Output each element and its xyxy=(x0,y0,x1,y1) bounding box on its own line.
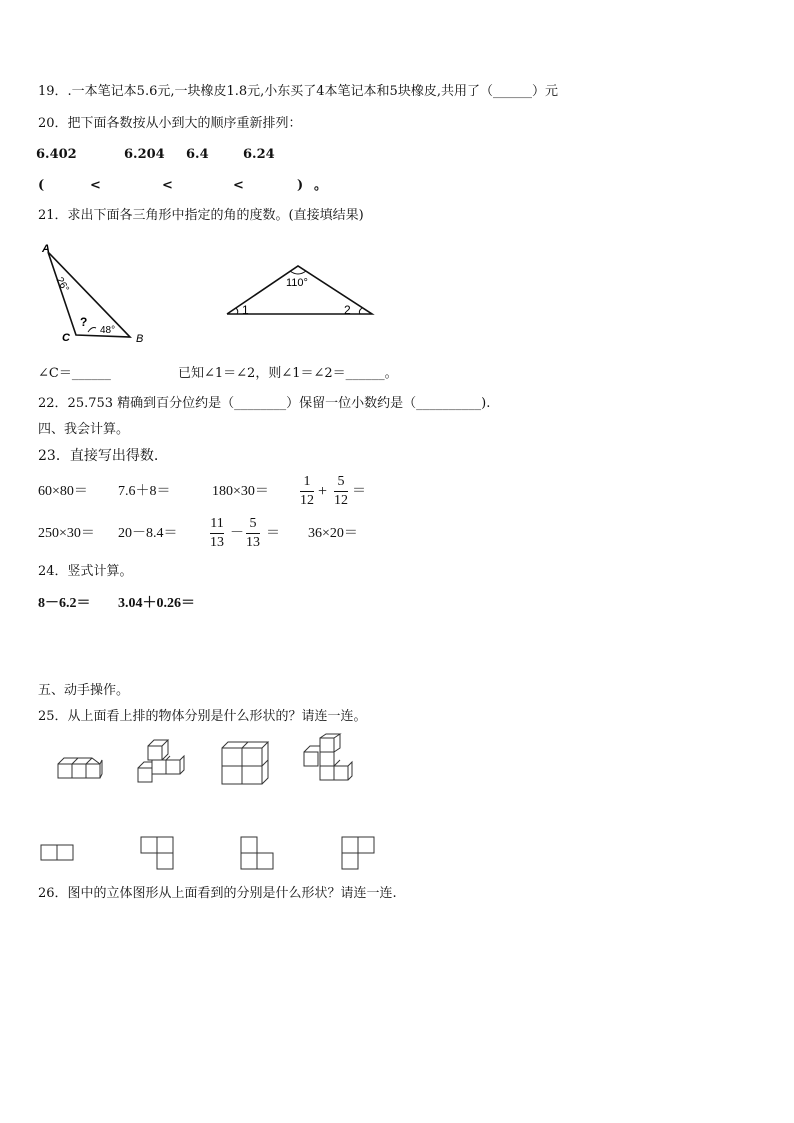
cube-object-2 xyxy=(134,736,188,790)
calc-60x80: 60×80＝ xyxy=(38,484,88,499)
answer-angle-c: ∠C＝______ xyxy=(38,366,111,381)
calc-36x20: 36×20＝ xyxy=(308,526,358,541)
fraction-bar xyxy=(210,533,224,534)
less-than-3: < xyxy=(233,178,244,193)
number-1: 6.402 xyxy=(36,147,77,162)
triangle-abc-figure xyxy=(36,238,156,348)
fraction-bar xyxy=(300,491,314,492)
order-end-mark: 。 xyxy=(314,178,328,193)
vertex-a-label: A xyxy=(42,243,50,255)
number-3: 6.4 xyxy=(186,147,209,162)
section-4-title: 四、我会计算。 xyxy=(38,422,130,437)
question-23: 23．直接写出得数. xyxy=(38,448,159,464)
calc-250x30: 250×30＝ xyxy=(38,526,95,541)
vertex-c-label: C xyxy=(62,332,70,344)
question-25: 25．从上面看上排的物体分别是什么形状的？请连一连。 xyxy=(38,709,367,724)
equals-sign: ＝ xyxy=(352,484,366,499)
calc-7-6-plus-8: 7.6＋8＝ xyxy=(118,484,171,499)
fraction-5-13 xyxy=(246,516,260,551)
fraction-denominator: 12 xyxy=(300,493,314,508)
question-20: 20．把下面各数按从小到大的顺序重新排列： xyxy=(38,116,302,131)
fraction-bar xyxy=(246,533,260,534)
plus-sign: + xyxy=(318,483,328,500)
question-19: 19．.一本笔记本5.6元,一块橡皮1.8元,小东买了4本笔记本和5块橡皮,共用了（______）元 xyxy=(38,84,558,99)
fraction-denominator: 13 xyxy=(246,535,260,550)
question-24: 24．竖式计算。 xyxy=(38,564,133,579)
top-view-shape-1 xyxy=(40,843,76,863)
vertical-calc-2: 3.04＋0.26＝ xyxy=(118,596,195,611)
top-view-shape-4 xyxy=(341,836,379,872)
top-view-shape-2 xyxy=(140,836,178,872)
answer-angle-1-2: 已知∠1＝∠2，则∠1＝∠2＝______。 xyxy=(178,366,398,381)
order-close-paren: ) xyxy=(297,178,304,193)
fraction-numerator: 11 xyxy=(210,516,224,531)
number-4: 6.24 xyxy=(243,147,275,162)
section-5-title: 五、动手操作。 xyxy=(38,683,130,698)
question-26: 26．图中的立体图形从上面看到的分别是什么形状？请连一连. xyxy=(38,886,397,901)
angle-1-label: 1 xyxy=(242,303,249,317)
fraction-bar xyxy=(334,491,348,492)
less-than-2: < xyxy=(162,178,173,193)
triangle-110-figure xyxy=(222,262,378,322)
fraction-numerator: 5 xyxy=(337,474,345,489)
fraction-5-12 xyxy=(334,474,348,509)
fraction-denominator: 12 xyxy=(334,493,348,508)
top-view-shape-3 xyxy=(240,836,278,872)
calc-20-minus-8-4: 20－8.4＝ xyxy=(118,526,178,541)
question-21: 21．求出下面各三角形中指定的角的度数。(直接填结果) xyxy=(38,208,364,223)
angle-top-value: 110° xyxy=(286,277,308,289)
cube-object-3 xyxy=(220,738,270,788)
angle-c-unknown: ? xyxy=(80,315,88,329)
minus-sign: － xyxy=(230,526,244,541)
cube-object-4 xyxy=(300,732,356,788)
angle-2-label: 2 xyxy=(344,303,351,317)
vertex-b-label: B xyxy=(136,333,144,345)
fraction-denominator: 13 xyxy=(210,535,224,550)
calc-180x30: 180×30＝ xyxy=(212,484,269,499)
angle-b-value: 48° xyxy=(100,325,116,336)
fraction-1-12 xyxy=(300,474,314,509)
angle-a-value: 26° xyxy=(53,275,71,295)
fraction-11-13 xyxy=(210,516,224,551)
cube-object-1 xyxy=(56,752,104,786)
vertical-calc-1: 8－6.2＝ xyxy=(38,596,91,611)
order-open-paren: ( xyxy=(38,178,45,193)
number-2: 6.204 xyxy=(124,147,165,162)
less-than-1: < xyxy=(90,178,101,193)
fraction-numerator: 1 xyxy=(303,474,311,489)
equals-sign: ＝ xyxy=(266,526,280,541)
question-22: 22．25.753 精确到百分位约是（________）保留一位小数约是（__________). xyxy=(38,396,491,411)
fraction-numerator: 5 xyxy=(249,516,257,531)
